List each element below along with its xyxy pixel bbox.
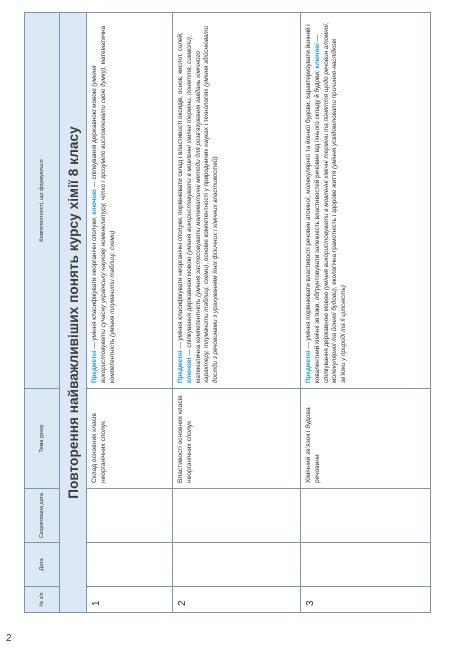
italic-note: (уміння усвідомлювати причинно-наслідкові зв’язки у природі та її цілісність) [331, 38, 348, 383]
italic-note: (уміння використовувати в мовленні хімічні терміни, поняття, символи) [185, 37, 193, 255]
key-text: — спілкування державною мовою [185, 254, 193, 358]
italic-note: (уміння тлумачити таблиці, схеми) [108, 230, 116, 338]
row-number: 1 [87, 587, 173, 613]
key-label: ключові [185, 357, 193, 383]
subject-text: — уміння порівнювати властивості речовин атомної, молекулярної та йонної будови, характеризувати йонний і ковалентний хімічні зв’язки, обґрунтовувати залежність властивостей речовин від їхнього складу й будови; [305, 24, 321, 383]
page-number: 2 [6, 633, 12, 644]
key-text: — спілкування державною мовою [91, 86, 98, 190]
italic-note: (уміння здійснювати досліди з речовинами з урахуванням їхніх фізичних і хімічних властивостей) [203, 25, 220, 383]
header-topic: Тема уроку [25, 389, 60, 489]
plain-text: , математична компетентність [99, 26, 116, 383]
competences-cell [87, 13, 173, 389]
competences-cell [301, 13, 431, 389]
subject-label: Предметні [177, 350, 184, 383]
table-row [173, 13, 301, 613]
table-row [87, 13, 173, 613]
table-row [301, 13, 431, 613]
adjusted-date-cell [301, 489, 431, 543]
subject-text: — уміння класифікувати неорганічні сполуки; [91, 214, 98, 351]
section-title: Повторення найважливіших понять курсу хімії 8 класу [60, 13, 87, 613]
lesson-plan-table [24, 12, 431, 613]
italic-note: (уміння використовувати сучасну українську наукову номенклатуру, чітко і зрозуміло висловлювати свою думку) [91, 65, 107, 383]
subject-text: — уміння класифікувати неорганічні сполуки, порівнювати склад і властивості оксидів, основ, кислот, солей; [177, 32, 184, 351]
section-title-row [60, 13, 87, 613]
lesson-topic: Хімічний зв’язок і будова речовини [301, 389, 431, 489]
plain-text: , математична компетентність [185, 35, 202, 383]
rotated-page [24, 13, 440, 613]
row-number: 3 [301, 587, 431, 613]
competences-cell [173, 13, 301, 389]
header-adjusted-date: Скоригована дата [25, 489, 60, 543]
table-header-row [25, 13, 60, 613]
plain-text: , екологічна грамотність і здорове життя [331, 169, 339, 289]
key-label: ключові [91, 189, 98, 215]
date-cell [301, 543, 431, 587]
adjusted-date-cell [87, 489, 173, 543]
lesson-topic: Властивості основних класів неорганічних сполук [173, 389, 301, 489]
subject-label: Предметні [305, 350, 312, 383]
plain-text: , основні компетентності у природничих науках і технологіях [203, 86, 211, 265]
subject-label: Предметні [91, 350, 98, 383]
italic-note: (уміння використовувати в мовленні хімічні терміни та поняття щодо речовин атомної, молекулярної та йонної будови) [322, 22, 339, 383]
date-cell [173, 543, 301, 587]
lesson-topic: Склад основних класів неорганічних сполук [87, 389, 173, 489]
header-date: Дата [25, 543, 60, 587]
key-label: ключові [313, 43, 321, 69]
row-number: 2 [173, 587, 301, 613]
header-number: № з/п [25, 587, 60, 613]
header-competences: Компетентності, що формуються [25, 13, 60, 389]
adjusted-date-cell [173, 489, 301, 543]
italic-note: (уміння застосовувати математичні методи для розв’язування завдань хімічного характеру, тлумачити таблиці, схеми) [194, 50, 211, 383]
key-text: — спілкування державною мовою [313, 35, 330, 383]
date-cell [87, 543, 173, 587]
